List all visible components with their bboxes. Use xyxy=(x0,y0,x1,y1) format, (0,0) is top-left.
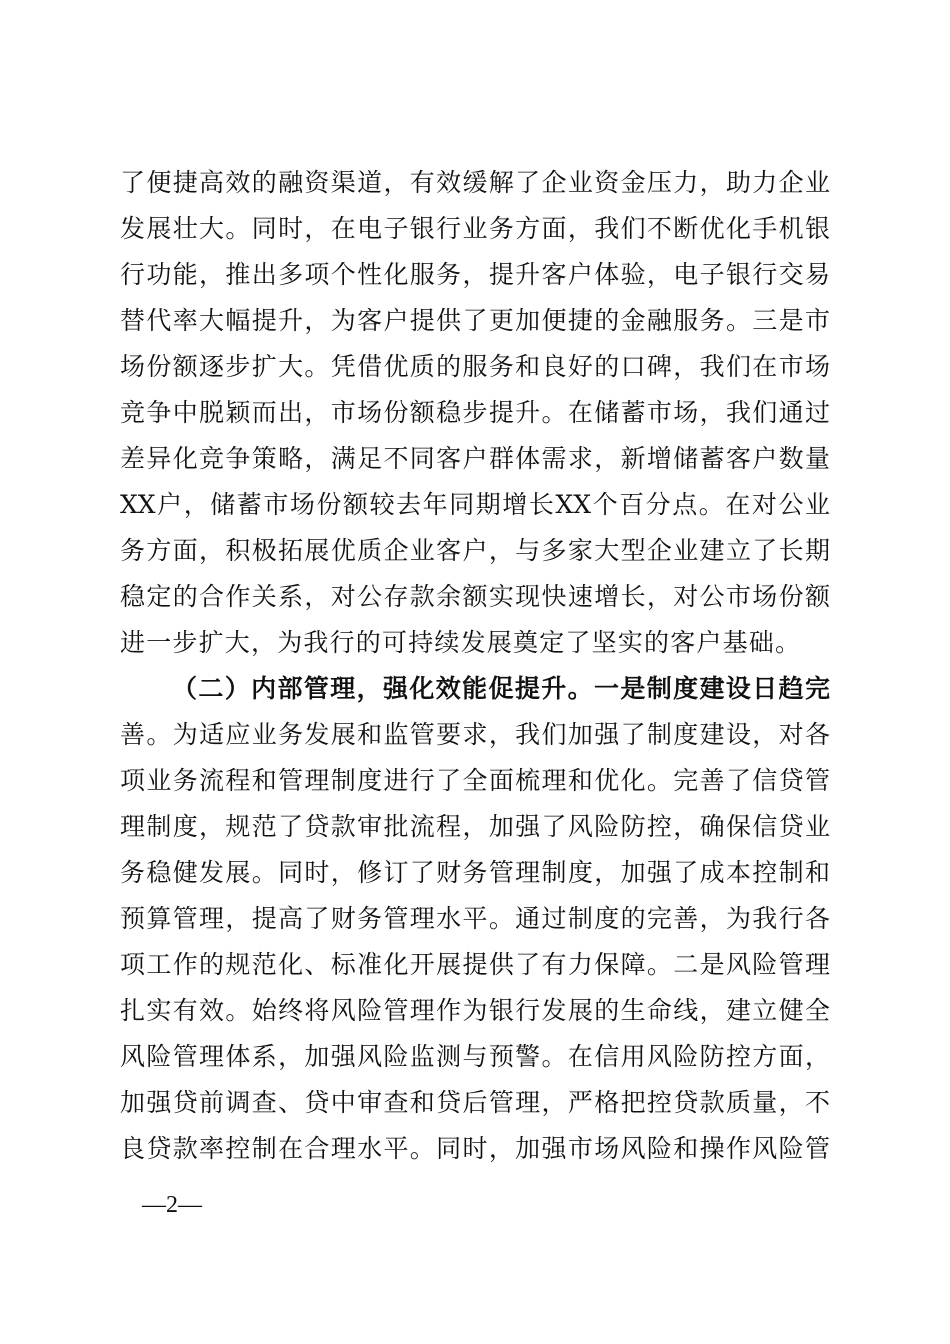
text-line: 务稳健发展。同时，修订了财务管理制度，加强了成本控制和 xyxy=(120,858,830,887)
text-line: 了便捷高效的融资渠道，有效缓解了企业资金压力，助力企业 xyxy=(120,168,830,197)
text-line: 善。为适应业务发展和监管要求，我们加强了制度建设，对各 xyxy=(120,720,830,749)
text-line: 理制度，规范了贷款审批流程，加强了风险防控，确保信贷业 xyxy=(120,812,830,841)
document-body xyxy=(120,160,830,1172)
text-line: 差异化竞争策略，满足不同客户群体需求，新增储蓄客户数量 xyxy=(120,444,830,473)
section-heading-line: （二）内部管理，强化效能促提升。一是制度建设日趋完 xyxy=(172,674,830,703)
page-number: —2— xyxy=(142,1192,202,1218)
text-line: 行功能，推出多项个性化服务，提升客户体验，电子银行交易 xyxy=(120,260,830,289)
text-line: 稳定的合作关系，对公存款余额实现快速增长，对公市场份额 xyxy=(120,582,830,611)
text-line: 扎实有效。始终将风险管理作为银行发展的生命线，建立健全 xyxy=(120,996,830,1025)
text-line: 项业务流程和管理制度进行了全面梳理和优化。完善了信贷管 xyxy=(120,766,830,795)
text-line: 进一步扩大，为我行的可持续发展奠定了坚实的客户基础。 xyxy=(120,628,802,657)
text-line: 发展壮大。同时，在电子银行业务方面，我们不断优化手机银 xyxy=(120,214,830,243)
text-line: 项工作的规范化、标准化开展提供了有力保障。二是风险管理 xyxy=(120,950,830,979)
text-line: 场份额逐步扩大。凭借优质的服务和良好的口碑，我们在市场 xyxy=(120,352,830,381)
text-line: XX户，储蓄市场份额较去年同期增长XX个百分点。在对公业 xyxy=(120,490,830,519)
text-line: 加强贷前调查、贷中审查和贷后管理，严格把控贷款质量，不 xyxy=(120,1088,830,1117)
text-line: 风险管理体系，加强风险监测与预警。在信用风险防控方面， xyxy=(120,1042,830,1071)
text-line: 预算管理，提高了财务管理水平。通过制度的完善，为我行各 xyxy=(120,904,830,933)
text-line: 替代率大幅提升，为客户提供了更加便捷的金融服务。三是市 xyxy=(120,306,830,335)
text-line: 良贷款率控制在合理水平。同时，加强市场风险和操作风险管 xyxy=(120,1134,830,1163)
text-line: 竞争中脱颖而出，市场份额稳步提升。在储蓄市场，我们通过 xyxy=(120,398,830,427)
text-line: 务方面，积极拓展优质企业客户，与多家大型企业建立了长期 xyxy=(120,536,830,565)
